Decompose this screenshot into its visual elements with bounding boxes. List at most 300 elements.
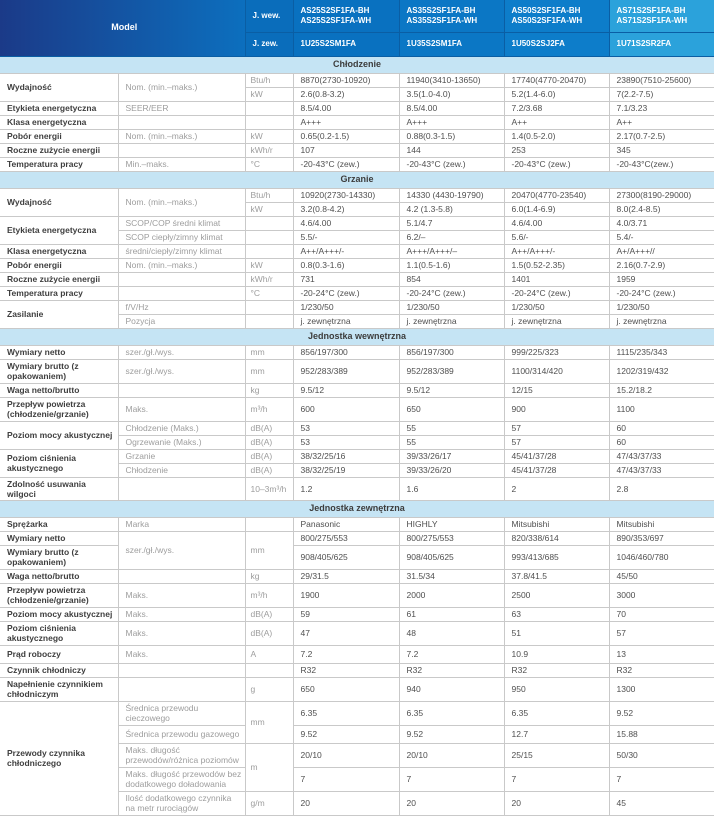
value-cell: 993/413/685	[504, 545, 609, 569]
row-label: Etykieta energetyczna	[0, 216, 118, 244]
row-spec-label: Średnica przewodu gazowego	[118, 725, 245, 743]
row-spec-label: Nom. (min.–maks.)	[118, 258, 245, 272]
row-unit: dB(A)	[245, 463, 293, 477]
value-cell: 144	[399, 143, 504, 157]
value-cell: R32	[609, 663, 714, 677]
row-label: Temperatura pracy	[0, 286, 118, 300]
value-cell: 2500	[504, 583, 609, 607]
value-cell: 999/225/323	[504, 345, 609, 359]
value-cell: 37.8/41.5	[504, 569, 609, 583]
value-cell: 8870(2730-10920)	[293, 73, 399, 87]
value-cell: 2	[504, 477, 609, 500]
row-spec-label: Chłodzenie	[118, 463, 245, 477]
row-unit: mm	[245, 345, 293, 359]
row-spec-label: średni/ciepły/zimny klimat	[118, 244, 245, 258]
row-spec-label: Min.–maks.	[118, 157, 245, 171]
row-unit	[245, 314, 293, 328]
value-cell: A++	[609, 115, 714, 129]
value-cell: j. zewnętrzna	[399, 314, 504, 328]
value-cell: 6.35	[399, 701, 504, 725]
value-cell: 39/33/26/20	[399, 463, 504, 477]
row-label: Przewody czynnika chłodniczego	[0, 701, 118, 815]
value-cell: 1401	[504, 272, 609, 286]
value-cell: 57	[504, 435, 609, 449]
table-row	[0, 129, 714, 143]
indoor-model-line: AS50S2SF1FA-BH	[511, 6, 581, 16]
row-label: Poziom mocy akustycznej	[0, 607, 118, 621]
value-cell: 1.1(0.5-1.6)	[399, 258, 504, 272]
row-unit: kWh/r	[245, 143, 293, 157]
value-cell: 20470(4770-23540)	[504, 188, 609, 202]
row-label: Wymiary brutto (z opakowaniem)	[0, 545, 118, 569]
row-unit: kWh/r	[245, 272, 293, 286]
value-cell: 45/50	[609, 569, 714, 583]
value-cell: 5.6/-	[504, 230, 609, 244]
row-spec-label: Maks.	[118, 621, 245, 645]
value-cell: -20-24°C (zew.)	[504, 286, 609, 300]
row-spec-label	[118, 677, 245, 701]
value-cell: 0.8(0.3-1.6)	[293, 258, 399, 272]
value-cell: 900	[504, 397, 609, 421]
value-cell: 5.5/-	[293, 230, 399, 244]
table-row	[0, 143, 714, 157]
value-cell: A++/A+++/-	[293, 244, 399, 258]
table-row	[0, 569, 714, 583]
value-cell: 61	[399, 607, 504, 621]
row-unit: mm	[245, 701, 293, 743]
row-unit: 10–3m³/h	[245, 477, 293, 500]
value-cell: 9.5/12	[293, 383, 399, 397]
value-cell: 2.16(0.7-2.9)	[609, 258, 714, 272]
value-cell: 731	[293, 272, 399, 286]
value-cell: 9.52	[609, 701, 714, 725]
row-unit: m³/h	[245, 583, 293, 607]
row-unit: m³/h	[245, 397, 293, 421]
row-unit: mm	[245, 359, 293, 383]
row-unit: dB(A)	[245, 421, 293, 435]
value-cell: 6.2/–	[399, 230, 504, 244]
row-spec-label	[118, 477, 245, 500]
value-cell: 7.1/3.23	[609, 101, 714, 115]
row-label: Klasa energetyczna	[0, 244, 118, 258]
row-unit: mm	[245, 531, 293, 569]
table-row	[0, 663, 714, 677]
table-row	[0, 115, 714, 129]
value-cell: 6.35	[504, 701, 609, 725]
value-cell: 3.2(0.8-4.2)	[293, 202, 399, 216]
row-label: Prąd roboczy	[0, 645, 118, 663]
value-cell: 940	[399, 677, 504, 701]
row-spec-label: szer./gł./wys.	[118, 531, 245, 569]
value-cell: 7.2	[399, 645, 504, 663]
outdoor-unit-row-label: J. zew.	[245, 32, 293, 56]
value-cell: HIGHLY	[399, 517, 504, 531]
value-cell: Mitsubishi	[609, 517, 714, 531]
value-cell: 1100/314/420	[504, 359, 609, 383]
value-cell: 60	[609, 435, 714, 449]
row-unit: kg	[245, 383, 293, 397]
row-label: Wymiary netto	[0, 345, 118, 359]
row-spec-label: Maks.	[118, 397, 245, 421]
row-label: Klasa energetyczna	[0, 115, 118, 129]
indoor-model-line: AS25S2SF1FA-BH	[300, 6, 370, 16]
value-cell: 4.0/3.71	[609, 216, 714, 230]
value-cell: 38/32/25/16	[293, 449, 399, 463]
value-cell: 27300(8190-29000)	[609, 188, 714, 202]
value-cell: 1.6	[399, 477, 504, 500]
row-unit: Btu/h	[245, 188, 293, 202]
value-cell: 1/230/50	[399, 300, 504, 314]
value-cell: 13	[609, 645, 714, 663]
value-cell: 0.65(0.2-1.5)	[293, 129, 399, 143]
table-row	[0, 359, 714, 383]
section-header-outdoor-unit	[0, 500, 714, 517]
value-cell: 48	[399, 621, 504, 645]
row-spec-label: SEER/EER	[118, 101, 245, 115]
row-label: Czynnik chłodniczy	[0, 663, 118, 677]
row-spec-label	[118, 143, 245, 157]
value-cell: 952/283/389	[399, 359, 504, 383]
row-label: Waga netto/brutto	[0, 383, 118, 397]
value-cell: 6.35	[293, 701, 399, 725]
value-cell: 51	[504, 621, 609, 645]
row-unit: kW	[245, 258, 293, 272]
value-cell: 53	[293, 421, 399, 435]
value-cell: 25/15	[504, 743, 609, 767]
value-cell: R32	[293, 663, 399, 677]
row-unit	[245, 517, 293, 531]
value-cell: 890/353/697	[609, 531, 714, 545]
row-unit	[245, 101, 293, 115]
table-row	[0, 621, 714, 645]
value-cell: 600	[293, 397, 399, 421]
value-cell: j. zewnętrzna	[504, 314, 609, 328]
row-label: Przepływ powietrza (chłodzenie/grzanie)	[0, 397, 118, 421]
value-cell: -20-24°C (zew.)	[399, 286, 504, 300]
section-title: Chłodzenie	[0, 56, 714, 73]
indoor-model-line: AS71S2SF1FA-BH	[616, 6, 686, 16]
value-cell: 47/43/37/33	[609, 449, 714, 463]
row-spec-label	[118, 663, 245, 677]
row-label: Poziom ciśnienia akustycznego	[0, 621, 118, 645]
value-cell: 0.88(0.3-1.5)	[399, 129, 504, 143]
value-cell: 2.17(0.7-2.5)	[609, 129, 714, 143]
value-cell: 14330 (4430-19790)	[399, 188, 504, 202]
row-unit: kW	[245, 202, 293, 216]
value-cell: A++/A+++/-	[504, 244, 609, 258]
value-cell: 20/10	[293, 743, 399, 767]
value-cell: 650	[293, 677, 399, 701]
section-title: Grzanie	[0, 171, 714, 188]
row-label: Przepływ powietrza (chłodzenie/grzanie)	[0, 583, 118, 607]
value-cell: 7(2.2-7.5)	[609, 87, 714, 101]
value-cell: 4.2 (1.3-5.8)	[399, 202, 504, 216]
value-cell: -20-24°C (zew.)	[293, 286, 399, 300]
row-spec-label: SCOP/COP średni klimat	[118, 216, 245, 230]
value-cell: 800/275/553	[399, 531, 504, 545]
row-spec-label: szer./gł./wys.	[118, 345, 245, 359]
table-row	[0, 421, 714, 435]
row-label: Sprężarka	[0, 517, 118, 531]
value-cell: 800/275/553	[293, 531, 399, 545]
row-unit	[245, 230, 293, 244]
row-unit	[245, 216, 293, 230]
value-cell: 6.0(1.4-6.9)	[504, 202, 609, 216]
value-cell: 39/33/26/17	[399, 449, 504, 463]
section-header-indoor-unit	[0, 328, 714, 345]
row-unit: dB(A)	[245, 621, 293, 645]
value-cell: 7.2	[293, 645, 399, 663]
value-cell: 1900	[293, 583, 399, 607]
value-cell: 1046/460/780	[609, 545, 714, 569]
value-cell: 3000	[609, 583, 714, 607]
value-cell: 12.7	[504, 725, 609, 743]
row-label: Poziom ciśnienia akustycznego	[0, 449, 118, 477]
section-header-heating	[0, 171, 714, 188]
header-row-indoor-models	[0, 0, 714, 32]
value-cell: 7	[293, 767, 399, 791]
table-row	[0, 188, 714, 202]
section-title: Jednostka zewnętrzna	[0, 500, 714, 517]
value-cell: 1.5(0.52-2.35)	[504, 258, 609, 272]
row-unit: A	[245, 645, 293, 663]
value-cell: j. zewnętrzna	[293, 314, 399, 328]
indoor-model-line: AS35S2SF1FA-WH	[406, 15, 478, 25]
value-cell: A+/A+++//	[609, 244, 714, 258]
table-row	[0, 101, 714, 115]
value-cell: 15.88	[609, 725, 714, 743]
value-cell: 50/30	[609, 743, 714, 767]
value-cell: 856/197/300	[399, 345, 504, 359]
value-cell: 1100	[609, 397, 714, 421]
row-label: Wydajność	[0, 73, 118, 101]
value-cell: 7	[504, 767, 609, 791]
value-cell: 1115/235/343	[609, 345, 714, 359]
value-cell: 53	[293, 435, 399, 449]
value-cell: 1/230/50	[609, 300, 714, 314]
value-cell: 1/230/50	[293, 300, 399, 314]
table-row	[0, 383, 714, 397]
outdoor-model-cell: 1U35S2SM1FA	[399, 32, 504, 56]
table-row	[0, 477, 714, 500]
value-cell: 2000	[399, 583, 504, 607]
row-label: Pobór energii	[0, 129, 118, 143]
table-row	[0, 244, 714, 258]
table-row	[0, 397, 714, 421]
row-label: Wymiary brutto (z opakowaniem)	[0, 359, 118, 383]
row-spec-label: Ogrzewanie (Maks.)	[118, 435, 245, 449]
indoor-model-line: AS71S2SF1FA-WH	[616, 15, 688, 25]
row-unit	[245, 300, 293, 314]
value-cell: 950	[504, 677, 609, 701]
value-cell: 70	[609, 607, 714, 621]
value-cell: 7	[399, 767, 504, 791]
row-unit: g	[245, 677, 293, 701]
value-cell: 45/41/37/28	[504, 463, 609, 477]
value-cell: 55	[399, 421, 504, 435]
value-cell: 820/338/614	[504, 531, 609, 545]
value-cell: 856/197/300	[293, 345, 399, 359]
value-cell: -20-43°C (zew.)	[293, 157, 399, 171]
model-header-cell: Model	[0, 0, 245, 56]
value-cell: 57	[504, 421, 609, 435]
value-cell: A+++/A+++/–	[399, 244, 504, 258]
value-cell: 7.2/3.68	[504, 101, 609, 115]
value-cell: 9.52	[293, 725, 399, 743]
value-cell: 1/230/50	[504, 300, 609, 314]
value-cell: 4.6/4.00	[293, 216, 399, 230]
value-cell: 4.6/4.00	[504, 216, 609, 230]
table-row	[0, 583, 714, 607]
table-row	[0, 645, 714, 663]
row-spec-label	[118, 115, 245, 129]
value-cell: A++	[504, 115, 609, 129]
table-row	[0, 701, 714, 725]
value-cell: 1959	[609, 272, 714, 286]
row-label: Wymiary netto	[0, 531, 118, 545]
indoor-model-cell	[504, 0, 609, 32]
value-cell: -20-43°C (zew.)	[504, 157, 609, 171]
row-spec-label: Maks.	[118, 607, 245, 621]
indoor-model-line: AS50S2SF1FA-WH	[511, 15, 583, 25]
row-label: Napełnienie czynnikiem chłodniczym	[0, 677, 118, 701]
table-row	[0, 73, 714, 87]
row-spec-label: Chłodzenie (Maks.)	[118, 421, 245, 435]
row-spec-label: Maks. długość przewodów/różnica poziomów	[118, 743, 245, 767]
value-cell: 1202/319/432	[609, 359, 714, 383]
value-cell: 10920(2730-14330)	[293, 188, 399, 202]
value-cell: 345	[609, 143, 714, 157]
value-cell: 20/10	[399, 743, 504, 767]
value-cell: 9.52	[399, 725, 504, 743]
table-row	[0, 286, 714, 300]
row-spec-label: Marka	[118, 517, 245, 531]
row-spec-label: Nom. (min.–maks.)	[118, 73, 245, 101]
indoor-unit-row-label: J. wew.	[245, 0, 293, 32]
row-unit: °C	[245, 286, 293, 300]
row-label: Temperatura pracy	[0, 157, 118, 171]
row-spec-label	[118, 569, 245, 583]
value-cell: j. zewnętrzna	[609, 314, 714, 328]
value-cell: 7	[609, 767, 714, 791]
row-spec-label: SCOP ciepły/zimny klimat	[118, 230, 245, 244]
value-cell: 10.9	[504, 645, 609, 663]
row-label: Pobór energii	[0, 258, 118, 272]
row-label: Zasilanie	[0, 300, 118, 328]
value-cell: 107	[293, 143, 399, 157]
value-cell: 5.2(1.4-6.0)	[504, 87, 609, 101]
value-cell: 8.5/4.00	[399, 101, 504, 115]
table-row	[0, 607, 714, 621]
row-unit	[245, 115, 293, 129]
value-cell: 20	[399, 791, 504, 815]
value-cell: -20-24°C (zew.)	[609, 286, 714, 300]
row-unit	[245, 244, 293, 258]
value-cell: 1.2	[293, 477, 399, 500]
table-row	[0, 300, 714, 314]
table-row	[0, 272, 714, 286]
indoor-model-line: AS35S2SF1FA-BH	[406, 6, 476, 16]
row-spec-label: Nom. (min.–maks.)	[118, 129, 245, 143]
value-cell: 47/43/37/33	[609, 463, 714, 477]
value-cell: 650	[399, 397, 504, 421]
value-cell: Mitsubishi	[504, 517, 609, 531]
row-label: Waga netto/brutto	[0, 569, 118, 583]
value-cell: 1.4(0.5-2.0)	[504, 129, 609, 143]
value-cell: 45/41/37/28	[504, 449, 609, 463]
row-label: Zdolność usuwania wilgoci	[0, 477, 118, 500]
value-cell: 908/405/625	[399, 545, 504, 569]
outdoor-model-cell: 1U50S2SJ2FA	[504, 32, 609, 56]
value-cell: 8.5/4.00	[293, 101, 399, 115]
row-unit: kW	[245, 87, 293, 101]
value-cell: 57	[609, 621, 714, 645]
value-cell: 20	[293, 791, 399, 815]
row-unit: °C	[245, 157, 293, 171]
table-row	[0, 677, 714, 701]
value-cell: 45	[609, 791, 714, 815]
value-cell: 952/283/389	[293, 359, 399, 383]
row-spec-label: Pozycja	[118, 314, 245, 328]
value-cell: 60	[609, 421, 714, 435]
row-label: Roczne zużycie energii	[0, 143, 118, 157]
row-label: Roczne zużycie energii	[0, 272, 118, 286]
row-spec-label: Maks.	[118, 645, 245, 663]
table-row	[0, 545, 714, 569]
row-spec-label	[118, 286, 245, 300]
table-row	[0, 345, 714, 359]
value-cell: 15.2/18.2	[609, 383, 714, 397]
section-header-cooling	[0, 56, 714, 73]
value-cell: 1300	[609, 677, 714, 701]
table-row	[0, 258, 714, 272]
row-spec-label	[118, 383, 245, 397]
outdoor-model-cell: 1U25S2SM1FA	[293, 32, 399, 56]
indoor-model-cell	[399, 0, 504, 32]
indoor-model-cell	[609, 0, 714, 32]
row-spec-label: szer./gł./wys.	[118, 359, 245, 383]
row-spec-label: Maks. długość przewodów bez dodatkowego doładowania	[118, 767, 245, 791]
row-spec-label: Ilość dodatkowego czynnika na metr rurociągów	[118, 791, 245, 815]
value-cell: 11940(3410-13650)	[399, 73, 504, 87]
value-cell: 908/405/625	[293, 545, 399, 569]
row-unit: dB(A)	[245, 435, 293, 449]
row-spec-label: Grzanie	[118, 449, 245, 463]
value-cell: A+++	[293, 115, 399, 129]
value-cell: A+++	[399, 115, 504, 129]
value-cell: 8.0(2.4-8.5)	[609, 202, 714, 216]
value-cell: 63	[504, 607, 609, 621]
row-label: Wydajność	[0, 188, 118, 216]
row-unit: kW	[245, 129, 293, 143]
value-cell: 5.1/4.7	[399, 216, 504, 230]
row-unit: kg	[245, 569, 293, 583]
value-cell: 17740(4770-20470)	[504, 73, 609, 87]
row-unit	[245, 663, 293, 677]
table-row	[0, 216, 714, 230]
value-cell: 20	[504, 791, 609, 815]
row-spec-label: Nom. (min.–maks.)	[118, 188, 245, 216]
value-cell: 5.4/-	[609, 230, 714, 244]
value-cell: 3.5(1.0-4.0)	[399, 87, 504, 101]
value-cell: 854	[399, 272, 504, 286]
row-spec-label: f/V/Hz	[118, 300, 245, 314]
value-cell: 9.5/12	[399, 383, 504, 397]
section-title: Jednostka wewnętrzna	[0, 328, 714, 345]
row-spec-label: Średnica przewodu cieczowego	[118, 701, 245, 725]
value-cell: Panasonic	[293, 517, 399, 531]
table-row	[0, 157, 714, 171]
